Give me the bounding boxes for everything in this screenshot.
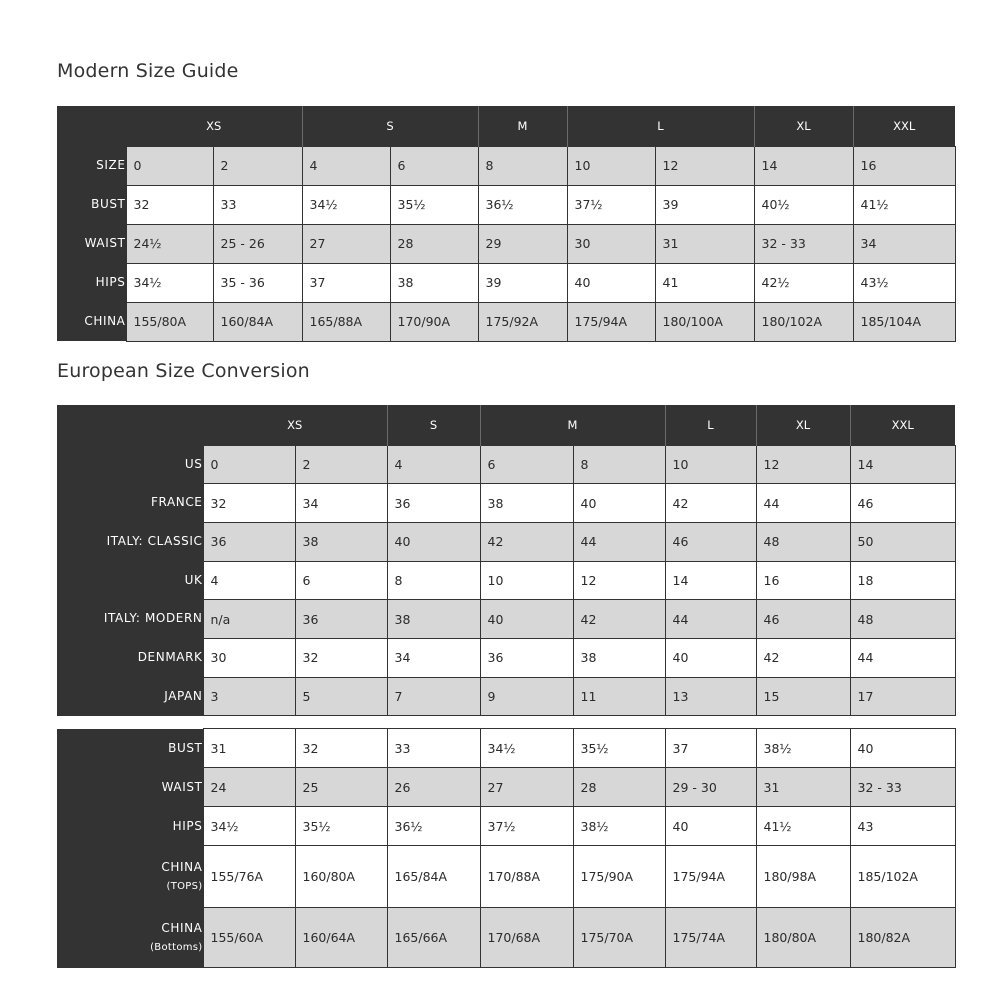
table-cell: 175/94A <box>665 846 756 908</box>
table-cell: 180/98A <box>756 846 850 908</box>
table-cell: 26 <box>387 768 480 807</box>
row-label-bust <box>57 185 126 224</box>
table-cell: 185/104A <box>853 302 955 341</box>
row-label-text: US <box>184 456 203 471</box>
table-cell: 24 <box>203 768 295 807</box>
table-cell: 17 <box>850 677 955 716</box>
size-group-header-row <box>57 106 955 146</box>
row-label-italy-modern <box>57 600 203 639</box>
table-cell: 41½ <box>756 807 850 846</box>
table-cell: 40 <box>850 729 955 768</box>
table-cell: 9 <box>480 677 573 716</box>
table-cell: 46 <box>756 600 850 639</box>
size-group-header-xxl: XXL <box>850 405 955 445</box>
table-cell: 6 <box>390 146 478 185</box>
row-label-japan <box>57 677 203 716</box>
table-cell: 165/84A <box>387 846 480 908</box>
row-label-china-tops <box>57 846 203 908</box>
table-cell: 34 <box>387 638 480 677</box>
table-cell: 32 <box>203 484 295 523</box>
table-cell: 38 <box>295 522 387 561</box>
table-cell: 0 <box>126 146 213 185</box>
header-corner <box>57 405 203 445</box>
table-cell: 165/66A <box>387 908 480 968</box>
table-cell: 43 <box>850 807 955 846</box>
table-cell: 15 <box>756 677 850 716</box>
table-cell: 12 <box>573 561 665 600</box>
table-row <box>57 768 955 807</box>
table-cell: 10 <box>567 146 655 185</box>
table-cell: 0 <box>203 445 295 484</box>
table-row <box>57 484 955 523</box>
table-cell: 180/82A <box>850 908 955 968</box>
european-size-conversion-title: European Size Conversion <box>57 360 310 382</box>
table-cell: 44 <box>665 600 756 639</box>
modern-size-guide-title: Modern Size Guide <box>57 60 239 82</box>
table-cell: 10 <box>665 445 756 484</box>
table-cell: 30 <box>203 638 295 677</box>
row-label-uk <box>57 561 203 600</box>
table-cell: 24½ <box>126 224 213 263</box>
table-cell: 28 <box>390 224 478 263</box>
table-row <box>57 561 955 600</box>
table-cell: 35½ <box>390 185 478 224</box>
table-cell: 38½ <box>573 807 665 846</box>
table-cell: 38 <box>390 263 478 302</box>
row-label-text: CHINA <box>161 860 203 875</box>
row-label-text: HIPS <box>172 818 203 833</box>
table-cell: 36 <box>295 600 387 639</box>
table-cell: 27 <box>302 224 390 263</box>
table-cell: 50 <box>850 522 955 561</box>
size-group-header-s: S <box>302 106 478 146</box>
table-cell: 37 <box>302 263 390 302</box>
row-label-us <box>57 445 203 484</box>
row-label-size <box>57 146 126 185</box>
table-cell: 46 <box>665 522 756 561</box>
table-cell: 39 <box>655 185 754 224</box>
row-label-france <box>57 484 203 523</box>
table-cell: 40½ <box>754 185 853 224</box>
table-row <box>57 908 955 968</box>
table-cell: 2 <box>213 146 302 185</box>
table-cell: 44 <box>573 522 665 561</box>
table-cell: 33 <box>387 729 480 768</box>
table-cell: 32 - 33 <box>754 224 853 263</box>
table-cell: 37½ <box>480 807 573 846</box>
row-label-text: HIPS <box>95 274 126 289</box>
table-cell: 36½ <box>478 185 567 224</box>
table-cell: 155/76A <box>203 846 295 908</box>
table-cell: 42 <box>665 484 756 523</box>
table-cell: 40 <box>387 522 480 561</box>
table-cell: 16 <box>853 146 955 185</box>
table-cell: 175/92A <box>478 302 567 341</box>
table-cell: 31 <box>756 768 850 807</box>
size-group-header-xs: XS <box>203 405 387 445</box>
table-cell: 34½ <box>203 807 295 846</box>
table-cell: 40 <box>665 638 756 677</box>
table-cell: 36 <box>480 638 573 677</box>
row-sublabel-text: (TOPS) <box>166 880 203 892</box>
table-cell: 175/94A <box>567 302 655 341</box>
size-group-header-xl: XL <box>754 106 853 146</box>
table-cell: 44 <box>756 484 850 523</box>
table-row <box>57 185 955 224</box>
row-label-text: UK <box>184 572 203 587</box>
size-group-header-row <box>57 405 955 445</box>
row-label-italy-classic <box>57 522 203 561</box>
row-label-china-bottoms <box>57 908 203 968</box>
table-cell: 170/88A <box>480 846 573 908</box>
table-cell: n/a <box>203 600 295 639</box>
table-cell: 29 - 30 <box>665 768 756 807</box>
row-label-text: SIZE <box>96 157 126 172</box>
table-cell: 180/80A <box>756 908 850 968</box>
row-label-text: CHINA <box>161 921 203 936</box>
table-cell: 34 <box>853 224 955 263</box>
table-cell: 3 <box>203 677 295 716</box>
table-cell: 32 - 33 <box>850 768 955 807</box>
table-cell: 11 <box>573 677 665 716</box>
row-label-text: FRANCE <box>150 495 203 510</box>
table-cell: 5 <box>295 677 387 716</box>
size-group-header-xs: XS <box>126 106 302 146</box>
table-cell: 42 <box>756 638 850 677</box>
row-label-hips <box>57 263 126 302</box>
table-cell: 34 <box>295 484 387 523</box>
table-row <box>57 522 955 561</box>
table-row <box>57 224 955 263</box>
table-cell: 6 <box>480 445 573 484</box>
table-cell: 25 <box>295 768 387 807</box>
size-group-header-xl: XL <box>756 405 850 445</box>
table-cell: 175/70A <box>573 908 665 968</box>
table-cell: 14 <box>850 445 955 484</box>
size-group-header-l: L <box>665 405 756 445</box>
table-cell: 35 - 36 <box>213 263 302 302</box>
row-label-text: WAIST <box>161 779 203 794</box>
table-cell: 185/102A <box>850 846 955 908</box>
table-row <box>57 146 955 185</box>
row-label-bust <box>57 729 203 768</box>
table-cell: 25 - 26 <box>213 224 302 263</box>
table-cell: 30 <box>567 224 655 263</box>
table-row <box>57 600 955 639</box>
table-cell: 42 <box>480 522 573 561</box>
table-cell: 8 <box>573 445 665 484</box>
separator-band <box>57 716 955 728</box>
table-cell: 40 <box>480 600 573 639</box>
table-cell: 33 <box>213 185 302 224</box>
row-label-denmark <box>57 638 203 677</box>
table-cell: 37 <box>665 729 756 768</box>
table-cell: 175/74A <box>665 908 756 968</box>
row-label-text: ITALY: MODERN <box>103 611 203 626</box>
table-cell: 170/90A <box>390 302 478 341</box>
table-row <box>57 638 955 677</box>
table-cell: 36 <box>387 484 480 523</box>
table-cell: 170/68A <box>480 908 573 968</box>
row-label-waist <box>57 768 203 807</box>
modern-size-table <box>57 106 956 342</box>
table-cell: 12 <box>756 445 850 484</box>
table-cell: 43½ <box>853 263 955 302</box>
table-cell: 18 <box>850 561 955 600</box>
table-cell: 42½ <box>754 263 853 302</box>
table-cell: 160/64A <box>295 908 387 968</box>
table-cell: 8 <box>387 561 480 600</box>
table-row <box>57 807 955 846</box>
table-cell: 42 <box>573 600 665 639</box>
table-cell: 38 <box>480 484 573 523</box>
table-cell: 4 <box>203 561 295 600</box>
table-row <box>57 302 955 341</box>
row-label-text: ITALY: CLASSIC <box>106 534 203 549</box>
table-cell: 46 <box>850 484 955 523</box>
table-cell: 36½ <box>387 807 480 846</box>
table-row <box>57 729 955 768</box>
table-cell: 160/80A <box>295 846 387 908</box>
table-cell: 4 <box>302 146 390 185</box>
table-cell: 38½ <box>756 729 850 768</box>
row-label-hips <box>57 807 203 846</box>
table-cell: 32 <box>126 185 213 224</box>
table-cell: 2 <box>295 445 387 484</box>
table-cell: 35½ <box>573 729 665 768</box>
table-cell: 4 <box>387 445 480 484</box>
table-cell: 34½ <box>480 729 573 768</box>
table-cell: 6 <box>295 561 387 600</box>
table-cell: 34½ <box>126 263 213 302</box>
table-cell: 39 <box>478 263 567 302</box>
row-label-text: CHINA <box>84 313 126 328</box>
row-label-text: JAPAN <box>164 688 203 703</box>
table-cell: 31 <box>203 729 295 768</box>
table-cell: 160/84A <box>213 302 302 341</box>
table-cell: 28 <box>573 768 665 807</box>
row-label-china <box>57 302 126 341</box>
size-group-header-m: M <box>480 405 665 445</box>
table-cell: 36 <box>203 522 295 561</box>
table-cell: 13 <box>665 677 756 716</box>
table-cell: 38 <box>573 638 665 677</box>
table-cell: 40 <box>567 263 655 302</box>
table-cell: 14 <box>665 561 756 600</box>
table-cell: 44 <box>850 638 955 677</box>
table-cell: 165/88A <box>302 302 390 341</box>
table-cell: 48 <box>850 600 955 639</box>
table-cell: 32 <box>295 638 387 677</box>
table-cell: 180/102A <box>754 302 853 341</box>
size-group-header-m: M <box>478 106 567 146</box>
row-label-text: BUST <box>168 740 203 755</box>
table-cell: 175/90A <box>573 846 665 908</box>
table-cell: 38 <box>387 600 480 639</box>
size-group-header-l: L <box>567 106 754 146</box>
size-group-header-s: S <box>387 405 480 445</box>
table-cell: 8 <box>478 146 567 185</box>
table-cell: 27 <box>480 768 573 807</box>
european-size-table <box>57 405 956 968</box>
row-label-text: DENMARK <box>137 650 203 665</box>
table-cell: 40 <box>573 484 665 523</box>
section-separator <box>57 716 955 729</box>
table-cell: 10 <box>480 561 573 600</box>
table-cell: 35½ <box>295 807 387 846</box>
table-row <box>57 445 955 484</box>
table-cell: 41½ <box>853 185 955 224</box>
row-sublabel-text: (Bottoms) <box>150 941 203 953</box>
header-corner <box>57 106 126 146</box>
row-label-waist <box>57 224 126 263</box>
table-cell: 16 <box>756 561 850 600</box>
table-cell: 155/60A <box>203 908 295 968</box>
table-cell: 29 <box>478 224 567 263</box>
table-cell: 31 <box>655 224 754 263</box>
row-label-text: WAIST <box>84 235 126 250</box>
table-row <box>57 846 955 908</box>
table-cell: 12 <box>655 146 754 185</box>
table-cell: 180/100A <box>655 302 754 341</box>
table-cell: 32 <box>295 729 387 768</box>
table-cell: 34½ <box>302 185 390 224</box>
table-row <box>57 677 955 716</box>
table-cell: 7 <box>387 677 480 716</box>
table-cell: 41 <box>655 263 754 302</box>
table-cell: 14 <box>754 146 853 185</box>
table-cell: 155/80A <box>126 302 213 341</box>
row-label-text: BUST <box>91 196 126 211</box>
table-cell: 48 <box>756 522 850 561</box>
table-cell: 37½ <box>567 185 655 224</box>
size-group-header-xxl: XXL <box>853 106 955 146</box>
table-row <box>57 263 955 302</box>
table-cell: 40 <box>665 807 756 846</box>
